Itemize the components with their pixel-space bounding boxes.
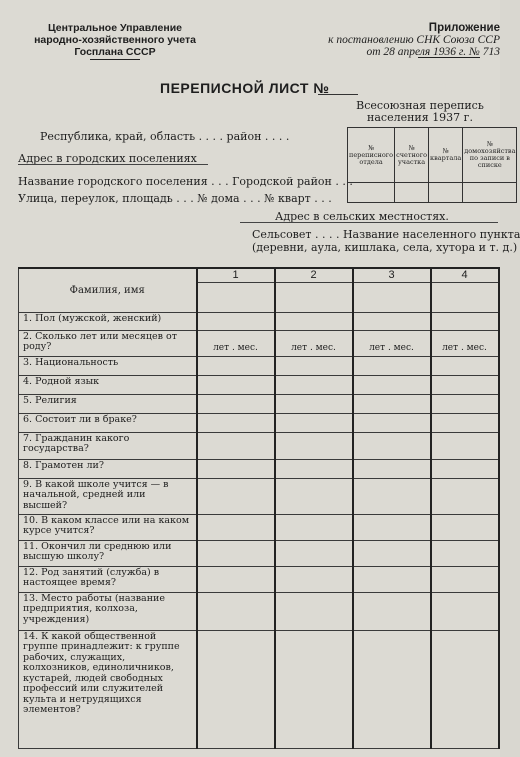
question-row: 9. В какой школе учится — в начальной, средней или высшей? [19,478,197,514]
city-name-field: Название городского поселения . . . Городской район . . . [18,175,353,188]
col-census-section: № переписного отдела [348,128,395,183]
question-row: 14. К какой общественной группе принадлежит: к группе рабочих, служащих, колхозников, единоличников, кустарей, людей свободных профессий или служителей культа и нетрудящихся элементов? [19,630,197,748]
issuing-authority: Центральное Управление народно-хозяйственного учета Госплана СССР [34,22,196,58]
republic-field: Республика, край, область . . . . район . . . . [40,130,290,143]
answer-cell[interactable] [275,312,353,330]
divider [18,164,208,165]
answer-cell[interactable] [353,630,431,748]
settlement-types: (деревни, аула, кишлака, села, хутора и т. д.) [252,241,518,254]
answer-cell[interactable] [353,514,431,540]
question-row: 5. Религия [19,394,197,413]
answer-cell[interactable] [431,540,499,566]
answer-cell[interactable] [275,459,353,478]
answer-cell[interactable] [353,478,431,514]
answer-cell[interactable] [431,312,499,330]
census-section-field[interactable] [348,183,395,203]
street-field: Улица, переулок, площадь . . . № дома . . . № кварт . . . [18,192,332,205]
answer-cell[interactable] [197,356,275,375]
answer-cell[interactable] [431,356,499,375]
answer-cell[interactable] [275,394,353,413]
answer-cell[interactable] [275,432,353,459]
answer-cell[interactable] [353,312,431,330]
answer-cell[interactable] [431,375,499,394]
answer-cell[interactable] [431,413,499,432]
answer-cell[interactable] [353,432,431,459]
answer-cell[interactable] [197,312,275,330]
decree-reference: Приложение к постановлению СНК Союза ССР от 28 апреля 1936 г. № 713 [328,22,500,58]
selsovet-field: Сельсовет . . . . Название населенного пункта [252,228,520,241]
question-row: 12. Род занятий (служба) в настоящее время? [19,566,197,592]
question-row: 4. Родной язык [19,375,197,394]
rural-address-heading: Адрес в сельских местностях. [275,210,449,223]
answer-cell[interactable] [431,514,499,540]
count-area-field[interactable] [395,183,429,203]
age-subheader: лет . мес. [275,330,353,356]
question-row: 11. Окончил ли среднюю или высшую школу? [19,540,197,566]
divider [240,222,498,223]
answer-cell[interactable] [353,375,431,394]
col-household: № домохозяйства по записи в списке [463,128,517,183]
answer-cell[interactable] [353,566,431,592]
answer-cell[interactable] [275,375,353,394]
answer-cell[interactable] [275,630,353,748]
name-cell[interactable] [431,282,499,312]
answer-cell[interactable] [431,478,499,514]
answer-cell[interactable] [431,394,499,413]
answer-cell[interactable] [197,592,275,630]
answer-cell[interactable] [197,432,275,459]
answer-cell[interactable] [353,394,431,413]
answer-cell[interactable] [197,630,275,748]
answer-cell[interactable] [431,432,499,459]
person-column-header: 2 [275,268,353,282]
answer-cell[interactable] [275,540,353,566]
form-title: ПЕРЕПИСНОЙ ЛИСТ № [160,80,330,96]
question-row: 2. Сколько лет или месяцев от роду? [19,330,197,356]
answer-cell[interactable] [353,540,431,566]
name-cell[interactable] [353,282,431,312]
name-cell[interactable] [197,282,275,312]
answer-cell[interactable] [431,630,499,748]
answer-cell[interactable] [275,356,353,375]
answer-cell[interactable] [197,540,275,566]
answer-cell[interactable] [353,413,431,432]
census-codes-box [347,127,517,203]
answer-cell[interactable] [197,413,275,432]
answer-cell[interactable] [431,459,499,478]
answer-cell[interactable] [197,514,275,540]
household-field[interactable] [463,183,517,203]
answer-cell[interactable] [275,592,353,630]
answer-cell[interactable] [197,459,275,478]
person-column-header: 4 [431,268,499,282]
question-row: 8. Грамотен ли? [19,459,197,478]
person-column-header: 3 [353,268,431,282]
answer-cell[interactable] [353,356,431,375]
answer-cell[interactable] [275,514,353,540]
question-row: 1. Пол (мужской, женский) [19,312,197,330]
question-row: 13. Место работы (название предприятия, колхоза, учреждения) [19,592,197,630]
census-table [18,267,500,749]
question-row: 3. Национальность [19,356,197,375]
answer-cell[interactable] [275,413,353,432]
form-number-line [318,94,358,95]
question-row: 7. Гражданин какого государства? [19,432,197,459]
person-column-header: 1 [197,268,275,282]
city-address-heading: Адрес в городских поселениях [18,152,197,165]
age-subheader: лет . мес. [197,330,275,356]
block-field[interactable] [429,183,463,203]
answer-cell[interactable] [197,478,275,514]
divider [90,59,140,60]
answer-cell[interactable] [197,566,275,592]
census-title: Всесоюзная перепись населения 1937 г. [356,99,484,124]
name-cell[interactable] [275,282,353,312]
answer-cell[interactable] [353,459,431,478]
age-subheader: лет . мес. [353,330,431,356]
name-header: Фамилия, имя [19,268,197,312]
divider [418,57,480,58]
col-block: № квартала [429,128,463,183]
answer-cell[interactable] [197,375,275,394]
answer-cell[interactable] [353,592,431,630]
answer-cell[interactable] [275,478,353,514]
answer-cell[interactable] [431,566,499,592]
question-row: 10. В каком классе или на каком курсе учится? [19,514,197,540]
question-row: 6. Состоит ли в браке? [19,413,197,432]
answer-cell[interactable] [431,592,499,630]
age-subheader: лет . мес. [431,330,499,356]
answer-cell[interactable] [197,394,275,413]
answer-cell[interactable] [275,566,353,592]
col-count-area: № счетного участка [395,128,429,183]
